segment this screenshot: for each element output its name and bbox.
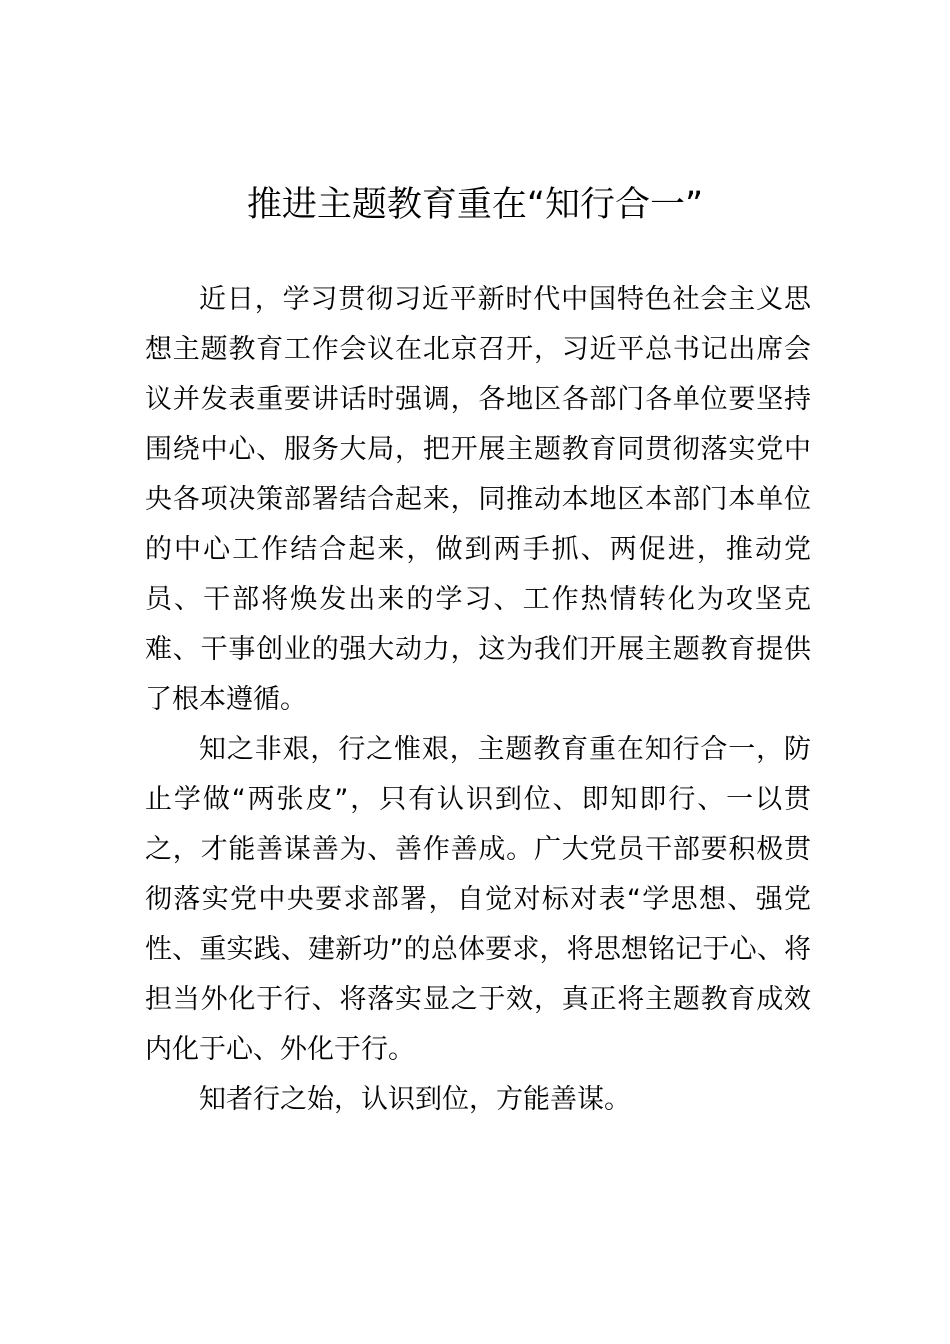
paragraph-3: 知者行之始，认识到位，方能善谋。 <box>199 1084 631 1115</box>
document-title: 推进主题教育重在“知行合一” <box>246 185 704 225</box>
paragraph-2: 知之非艰，行之惟艰，主题教育重在知行合一，防止学做“两张皮”，只有认识到位、即知即行、一以贯之，才能善谋善为、善作善成。广大党员干部要积极贯彻落实党中央要求部署，自觉对标对表“学思想、强党性、重实践、建新功”的总体要求，将思想铭记于心、将担当外化于行、将落实显之于效，真正将主题教育成效内化于心、外化于行。 <box>145 734 811 1065</box>
document-body <box>145 275 811 1125</box>
paragraph-1: 近日，学习贯彻习近平新时代中国特色社会主义思想主题教育工作会议在北京召开，习近平总书记出席会议并发表重要讲话时强调，各地区各部门各单位要坚持围绕中心、服务大局，把开展主题教育同贯彻落实党中央各项决策部署结合起来，同推动本地区本部门本单位的中心工作结合起来，做到两手抓、两促进，推动党员、干部将焕发出来的学习、工作热情转化为攻坚克难、干事创业的强大动力，这为我们开展主题教育提供了根本遵循。 <box>145 284 811 715</box>
